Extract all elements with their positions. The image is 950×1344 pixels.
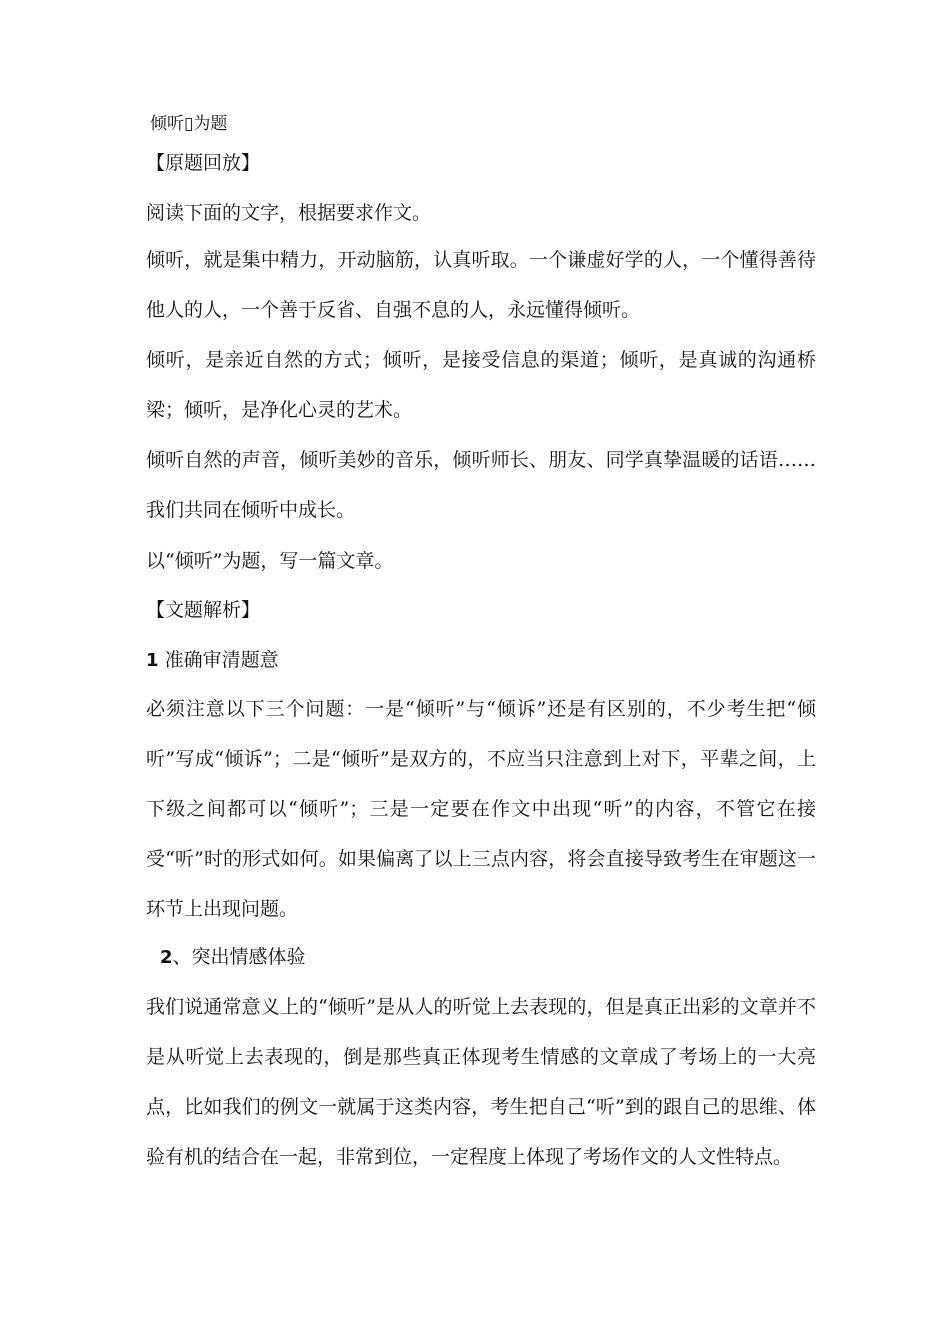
paragraph: 倾听自然的声音，倾听美妙的音乐，倾听师长、朋友、同学真挚温暖的话语……我们共同在倾听中成长。	[146, 449, 816, 521]
section-heading-analysis: 【文题解析】	[146, 599, 261, 621]
document-title: 倾听▯为题	[150, 114, 228, 134]
point-2-heading	[160, 942, 306, 973]
point-1-body: 必须注意以下三个问题：一是“倾听”与“倾诉”还是有区别的，不少考生把“倾听”写成“倾诉”；二是“倾听”是双方的，不应当只注意到上对下，平辈之间，上下级之间都可以“倾听”；三是一定要在作文中出现“听”的内容，不管它在接受“听”时的形式如何。如果偏离了以上三点内容，将会直接导致考生在审题这一环节上出现问题。	[146, 698, 816, 920]
section-heading-review: 【原题回放】	[146, 152, 261, 174]
point-2-number: 2	[160, 947, 173, 968]
point-1-title: 准确审清题意	[164, 649, 279, 671]
paragraph: 倾听，是亲近自然的方式；倾听，是接受信息的渠道；倾听，是真诚的沟通桥梁；倾听，是净化心灵的艺术。	[146, 349, 816, 421]
point-2-body: 我们说通常意义上的“倾听”是从人的听觉上去表现的，但是真正出彩的文章并不是从听觉上去表现的，倒是那些真正体现考生情感的文章成了考场上的一大亮点，比如我们的例文一就属于这类内容，考生把自己“听”到的跟自己的思维、体验有机的结合在一起，非常到位，一定程度上体现了考场作文的人文性特点。	[146, 996, 816, 1168]
point-2-title: 、突出情感体验	[172, 946, 306, 968]
intro-line: 阅读下面的文字，根据要求作文。	[146, 202, 432, 224]
paragraph: 倾听，就是集中精力，开动脑筋，认真听取。一个谦虚好学的人，一个懂得善待他人的人，一个善于反省、自强不息的人，永远懂得倾听。	[146, 249, 816, 321]
paragraph: 以“倾听”为题，写一篇文章。	[146, 550, 394, 572]
point-1-number: 1	[146, 650, 159, 671]
point-1-heading	[146, 645, 279, 676]
